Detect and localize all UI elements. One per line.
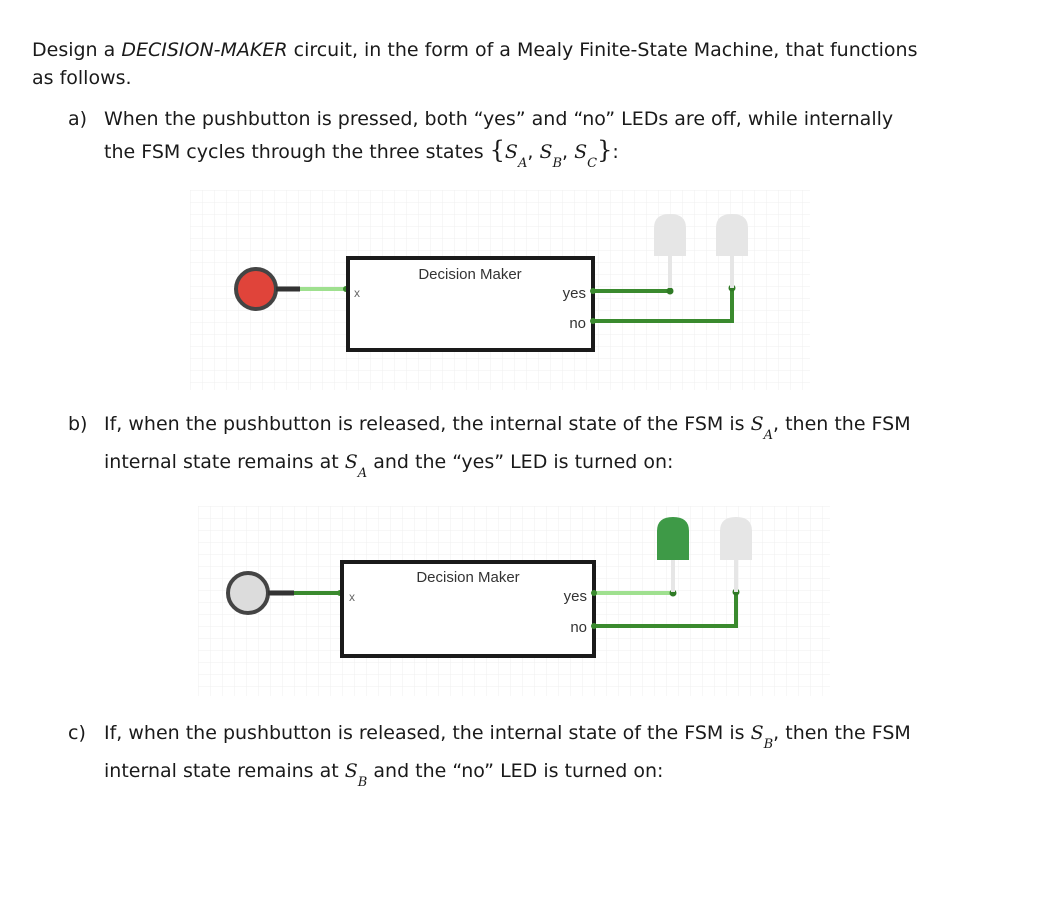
state-symbol: S xyxy=(539,141,553,163)
state-subscript: C xyxy=(587,156,598,171)
no-port-label: no xyxy=(570,619,587,636)
item-b-line-1 xyxy=(104,413,911,443)
state-set-close-brace: } xyxy=(597,136,613,164)
item-a-text: the FSM cycles through the three states xyxy=(104,141,490,163)
state-symbol: S xyxy=(344,451,358,473)
yes-led-joint xyxy=(667,288,674,295)
separator: , xyxy=(773,722,780,744)
item-c-line-2 xyxy=(104,760,664,790)
item-b-text: and the “yes” LED is turned on: xyxy=(367,451,674,473)
input-port-label: x xyxy=(354,286,360,300)
item-c-marker: c) xyxy=(68,722,86,744)
state-subscript: A xyxy=(517,156,528,171)
circuit-diagram-released-yes xyxy=(198,506,830,696)
circuit-diagram-pressed xyxy=(190,190,810,390)
pushbutton-pressed[interactable] xyxy=(236,269,276,309)
state-symbol: S xyxy=(750,413,764,435)
intro-line-1 xyxy=(32,36,918,64)
item-a-line-2 xyxy=(104,136,619,171)
separator: , xyxy=(527,141,534,163)
state-symbol: S xyxy=(750,722,764,744)
item-b-marker: b) xyxy=(68,413,88,435)
intro-text: circuit, in the form of a Mealy Finite-State Machine, that functions xyxy=(287,39,918,61)
item-c-line-1 xyxy=(104,722,911,752)
no-port-label: no xyxy=(569,315,586,332)
state-subscript: B xyxy=(357,775,368,790)
intro-emphasis: DECISION-MAKER xyxy=(121,39,288,61)
state-subscript: B xyxy=(763,737,774,752)
separator: , xyxy=(562,141,569,163)
intro-line-2: as follows. xyxy=(32,67,132,89)
item-b-line-2 xyxy=(104,451,674,481)
no-led-off xyxy=(716,214,748,256)
item-a-marker: a) xyxy=(68,108,88,130)
yes-port-label: yes xyxy=(562,285,586,302)
separator: , xyxy=(772,413,780,435)
intro-paragraph xyxy=(32,36,918,92)
no-pin xyxy=(590,318,596,324)
yes-pin xyxy=(591,590,597,596)
yes-led-off xyxy=(654,214,686,256)
colon: : xyxy=(612,141,619,163)
block-title: Decision Maker xyxy=(416,569,520,586)
item-c-text: then the FSM xyxy=(779,722,911,744)
yes-led-on xyxy=(657,517,689,560)
state-subscript: A xyxy=(357,466,368,481)
no-led-off xyxy=(720,517,752,560)
item-b-text: internal state remains at xyxy=(104,451,345,473)
item-a-line-1: When the pushbutton is pressed, both “yes” and “no” LEDs are off, while internally xyxy=(104,108,894,130)
state-set-open-brace: { xyxy=(489,136,505,164)
intro-text: Design a xyxy=(32,39,122,61)
input-port-label: x xyxy=(349,590,355,604)
yes-port-label: yes xyxy=(563,588,587,605)
item-b-text: If, when the pushbutton is released, the internal state of the FSM is xyxy=(104,413,751,435)
state-subscript: B xyxy=(552,156,563,171)
state-subscript: A xyxy=(763,428,773,443)
state-symbol: S xyxy=(504,141,518,163)
state-symbol: S xyxy=(574,141,588,163)
no-pin xyxy=(591,623,597,629)
yes-pin xyxy=(590,288,596,294)
item-c-text: If, when the pushbutton is released, the internal state of the FSM is xyxy=(104,722,751,744)
state-symbol: S xyxy=(344,760,358,782)
pushbutton-released[interactable] xyxy=(228,573,268,613)
block-title: Decision Maker xyxy=(418,266,522,283)
item-c-text: internal state remains at xyxy=(104,760,345,782)
item-c-text: and the “no” LED is turned on: xyxy=(367,760,664,782)
item-b-text: then the FSM xyxy=(779,413,911,435)
